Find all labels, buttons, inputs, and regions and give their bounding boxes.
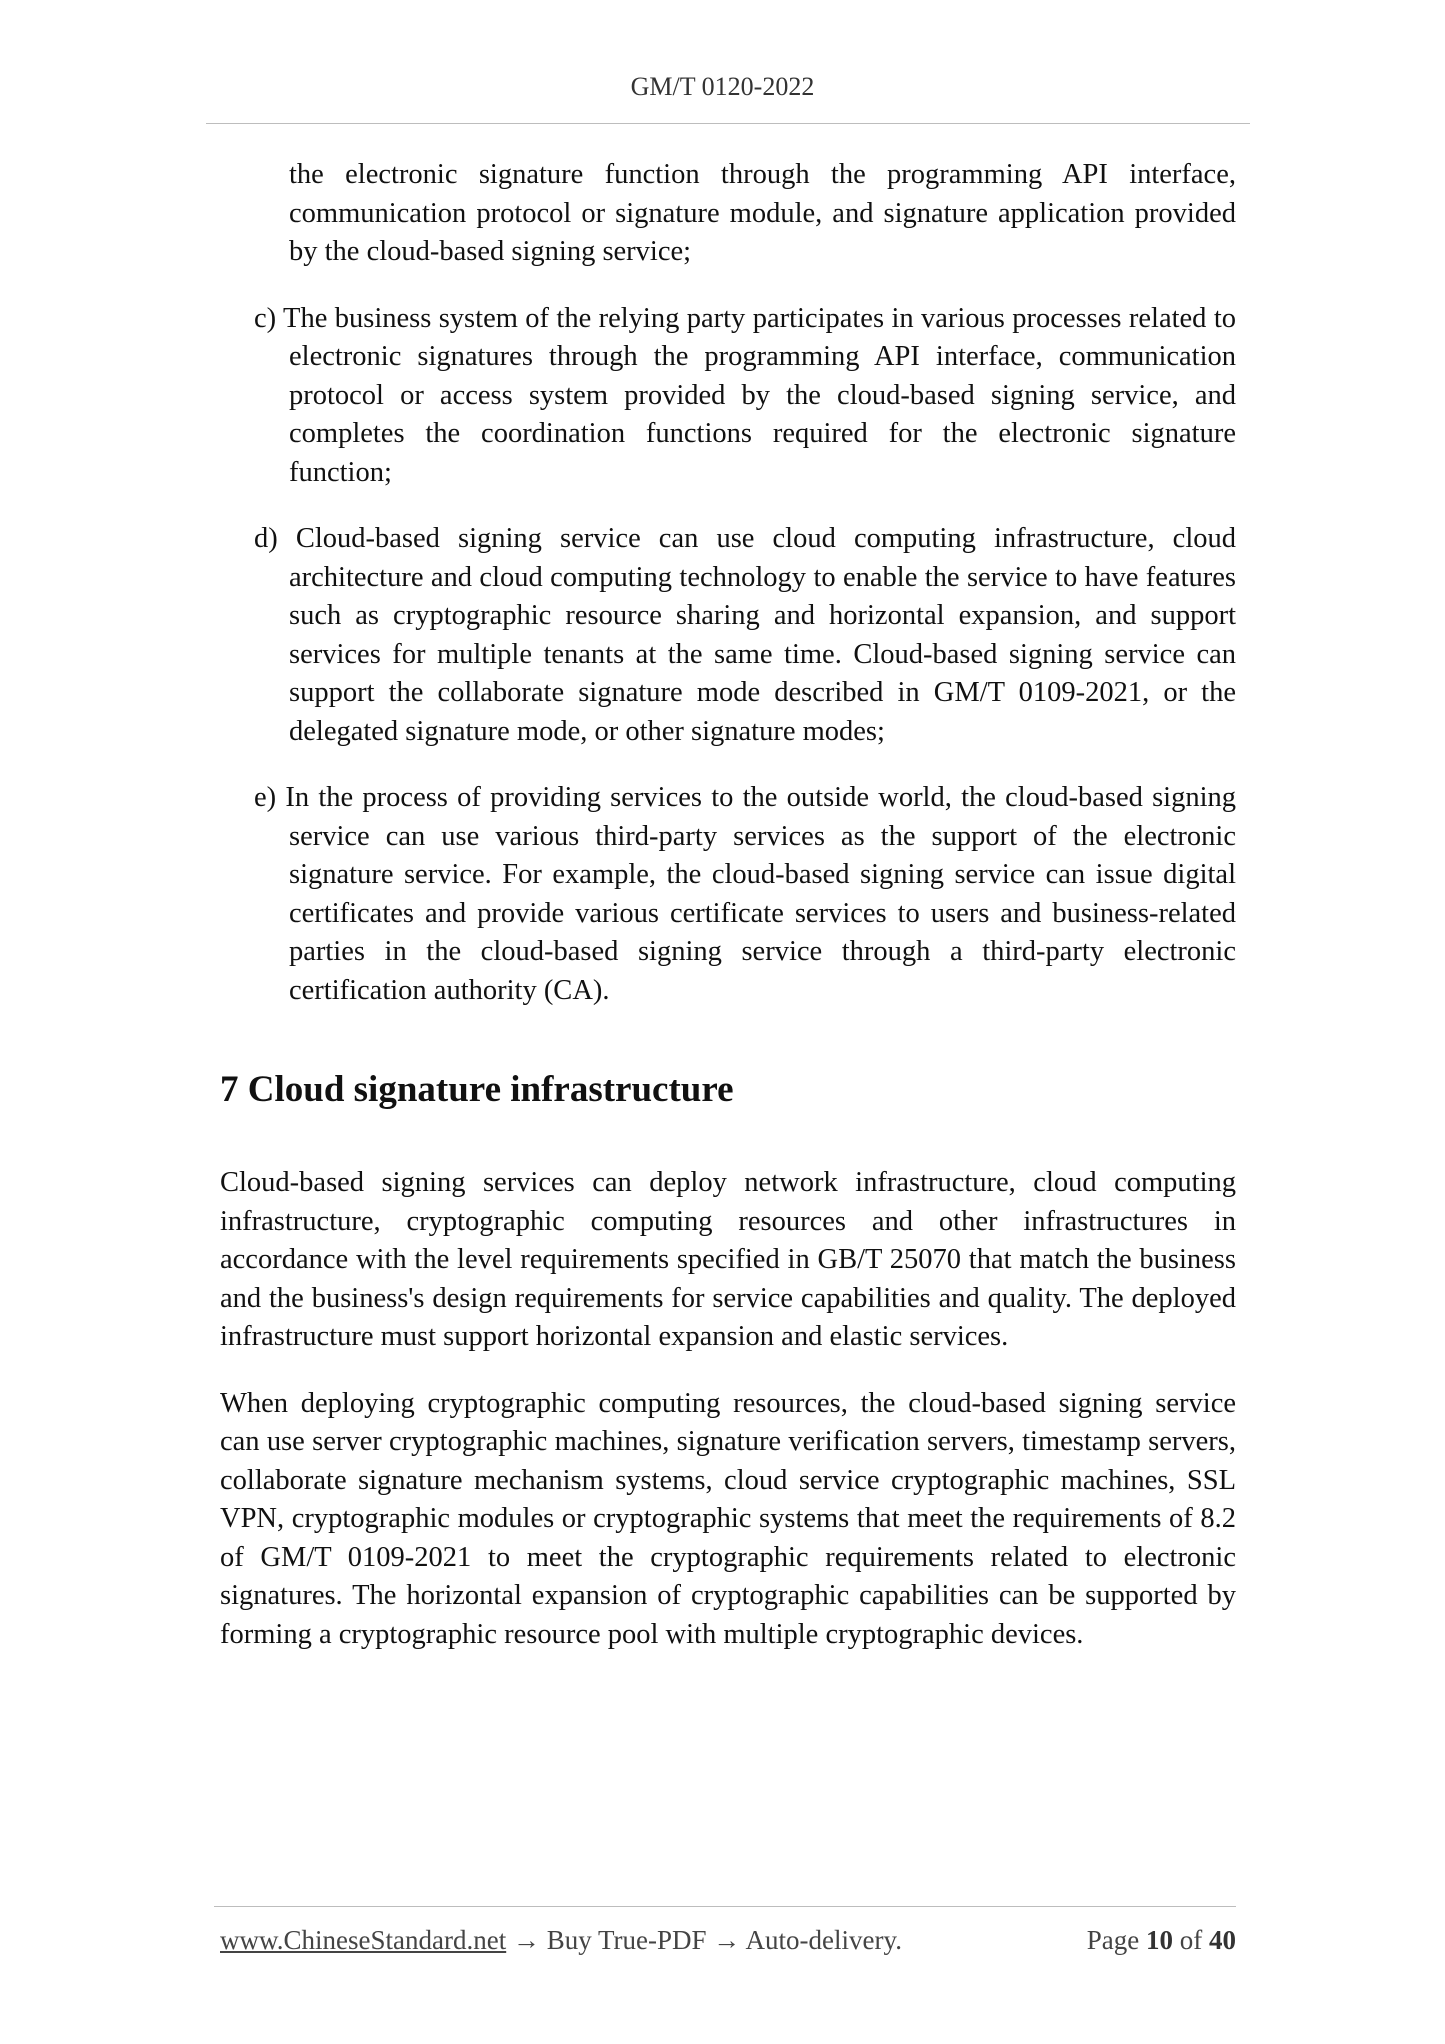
footer-promo xyxy=(220,1925,902,1956)
site-link[interactable]: www.ChineseStandard.net xyxy=(220,1925,507,1955)
page-total: 40 xyxy=(1209,1925,1236,1955)
list-item-c xyxy=(220,300,1236,493)
page-of: of xyxy=(1179,1925,1203,1955)
page-current: 10 xyxy=(1146,1925,1173,1955)
list-item-text: The business system of the relying party participates in various processes related to electronic signatures through the programming API interface, communication protocol or access system provided by the cloud-based signing service, and completes the coordination functions required for the electronic signature function; xyxy=(283,302,1236,488)
list-item-b-continued: the electronic signature function through the programming API interface, communication protocol or signature module, and signature application provided by the cloud-based signing service; xyxy=(289,159,1236,267)
body-paragraph-1: Cloud-based signing services can deploy network infrastructure, cloud computing infrastructure, cryptographic computing resources and other infrastructures in accordance with the level requirements specified in GB/T 25070 that match the business and the business's design requirements for service capabilities and quality. The deployed infrastructure must support horizontal expansion and elastic services. xyxy=(220,1167,1236,1352)
list-item-text: Cloud-based signing service can use cloud computing infrastructure, cloud architecture and cloud computing technology to enable the service to have features such as cryptographic resource sharing and horizontal expansion, and support services for multiple tenants at the same time. Cloud-based signing service can support the collaborate signature mode described in GM/T 0109-2021, or the delegated signature mode, or other signature modes; xyxy=(289,523,1236,747)
page-content xyxy=(220,156,1236,1682)
page-word: Page xyxy=(1086,1925,1140,1955)
footer-buy-text: Buy True-PDF xyxy=(546,1925,707,1955)
footer-divider xyxy=(214,1906,1236,1907)
footer-delivery-text: Auto-delivery. xyxy=(745,1925,902,1955)
list-marker: c) xyxy=(254,302,277,334)
body-paragraph-2: When deploying cryptographic computing resources, the cloud-based signing service can use server cryptographic machines, signature verification servers, timestamp servers, collaborate signature mechanism systems, cloud service cryptographic machines, SSL VPN, cryptographic modules or cryptographic systems that meet the requirements of 8.2 of GM/T 0109-2021 to meet the cryptographic requirements related to electronic signatures. The horizontal expansion of cryptographic capabilities can be supported by forming a cryptographic resource pool with multiple cryptographic devices. xyxy=(220,1387,1236,1650)
section-heading: 7 Cloud signature infrastructure xyxy=(220,1069,734,1110)
page-footer xyxy=(220,1925,1236,1956)
list-marker: d) xyxy=(254,523,278,554)
page-number xyxy=(1087,1925,1236,1956)
list-marker: e) xyxy=(254,782,277,813)
list-item-e xyxy=(220,779,1236,1010)
arrow-right-icon: → xyxy=(512,1925,540,1955)
list-item-text: In the process of providing services to the outside world, the cloud-based signing service can use various third-party services as the support of the electronic signature service. For example, the cloud-based signing service can issue digital certificates and provide various certificate services to users and business-related parties in the cloud-based signing service through a third-party electronic certification authority (CA). xyxy=(285,782,1237,1006)
list-item-d xyxy=(220,520,1236,751)
page-header-standard-code: GM/T 0120-2022 xyxy=(630,72,815,101)
arrow-right-icon: → xyxy=(713,1925,741,1955)
header-divider xyxy=(206,123,1250,124)
